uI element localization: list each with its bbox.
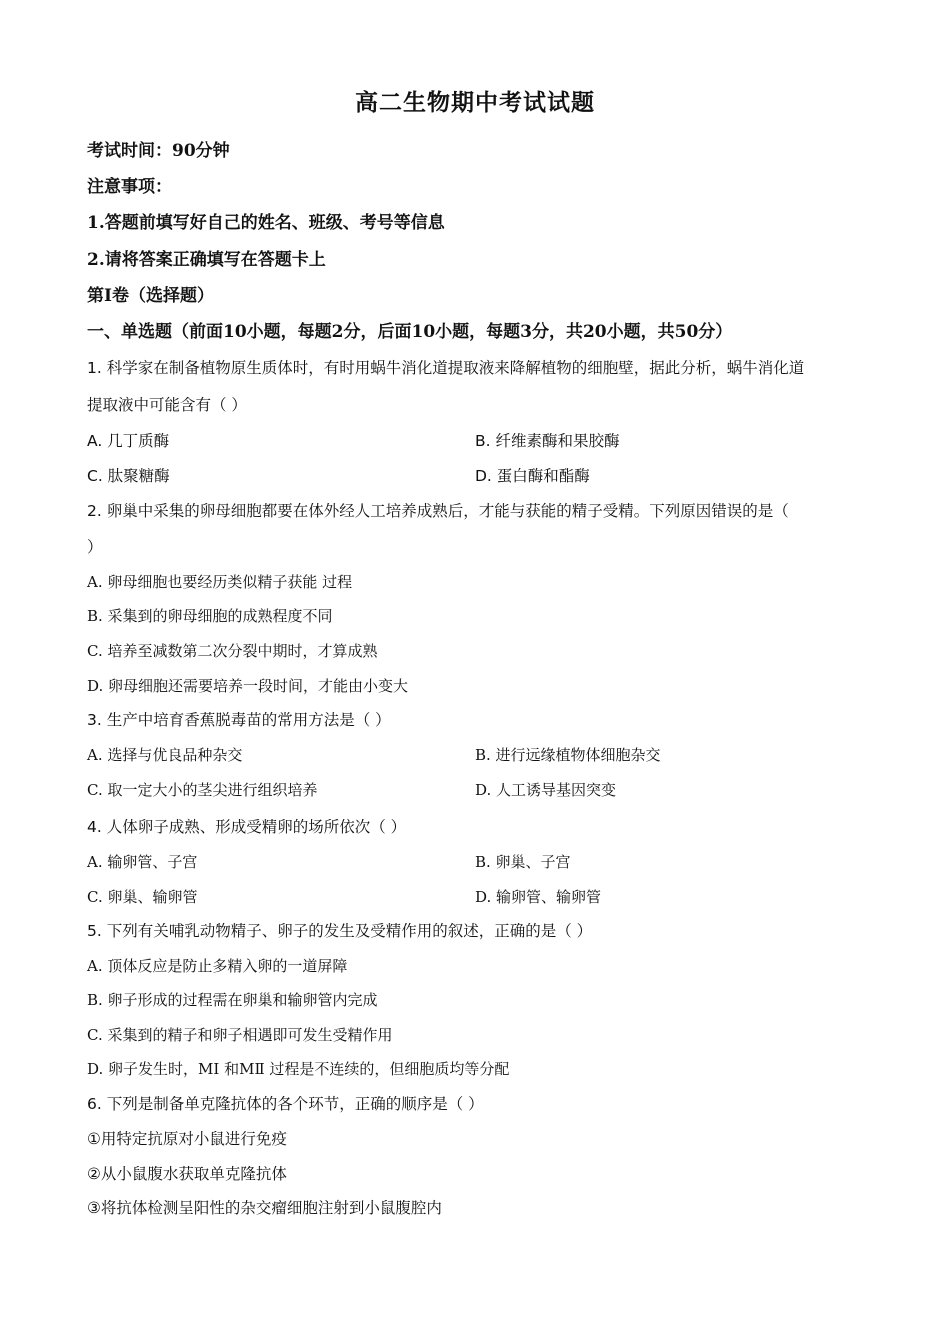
q5-option-b: B. 卵子形成的过程需在卵巢和输卵管内完成 xyxy=(87,991,378,1009)
q4-option-a: A. 输卵管、子宫 xyxy=(87,853,198,871)
q2-option-c: C. 培养至减数第二次分裂中期时，才算成熟 xyxy=(87,642,378,660)
q4-option-d: D. 输卵管、输卵管 xyxy=(475,888,602,906)
q6-stem: 6. 下列是制备单克隆抗体的各个环节，正确的顺序是（ ） xyxy=(87,1095,484,1113)
q5-stem: 5. 下列有关哺乳动物精子、卵子的发生及受精作用的叙述，正确的是（ ） xyxy=(87,922,593,940)
q1-option-d: D. 蛋白酶和酯酶 xyxy=(475,467,590,485)
q3-option-d: D. 人工诱导基因突变 xyxy=(475,781,617,799)
q5-option-d: D. 卵子发生时，MⅠ 和MⅡ 过程是不连续的，但细胞质均等分配 xyxy=(87,1060,510,1078)
q5-option-a: A. 顶体反应是防止多精入卵的一道屏障 xyxy=(87,957,348,975)
q1-stem-line2: 提取液中可能含有（ ） xyxy=(87,396,247,414)
note-1: 1.答题前填写好自己的姓名、班级、考号等信息 xyxy=(87,213,445,233)
q4-stem: 4. 人体卵子成熟、形成受精卵的场所依次（ ） xyxy=(87,818,407,836)
q4-option-c: C. 卵巢、输卵管 xyxy=(87,888,198,906)
q1-option-b: B. 纤维素酶和果胶酶 xyxy=(475,432,620,450)
exam-time: 考试时间：90分钟 xyxy=(87,141,230,161)
q3-option-a: A. 选择与优良品种杂交 xyxy=(87,746,243,764)
q6-item-3: ③将抗体检测呈阳性的杂交瘤细胞注射到小鼠腹腔内 xyxy=(87,1199,442,1217)
q2-stem-line1: 2. 卵巢中采集的卵母细胞都要在体外经人工培养成熟后，才能与获能的精子受精。下列原因错误的是（ xyxy=(87,502,789,520)
q4-option-b: B. 卵巢、子宫 xyxy=(475,853,571,871)
q6-item-1: ①用特定抗原对小鼠进行免疫 xyxy=(87,1130,287,1148)
q3-option-c: C. 取一定大小的茎尖进行组织培养 xyxy=(87,781,318,799)
q3-stem: 3. 生产中培育香蕉脱毒苗的常用方法是（ ） xyxy=(87,711,391,729)
q1-option-a: A. 几丁质酶 xyxy=(87,432,170,450)
notes-label: 注意事项： xyxy=(87,177,172,197)
q5-option-c: C. 采集到的精子和卵子相遇即可发生受精作用 xyxy=(87,1026,393,1044)
q6-item-2: ②从小鼠腹水获取单克隆抗体 xyxy=(87,1165,287,1183)
q1-stem-line1: 1. 科学家在制备植物原生质体时，有时用蜗牛消化道提取液来降解植物的细胞壁，据此分析，蜗牛消化道 xyxy=(87,359,805,377)
q2-option-a: A. 卵母细胞也要经历类似精子获能 过程 xyxy=(87,573,353,591)
q2-option-b: B. 采集到的卵母细胞的成熟程度不同 xyxy=(87,607,333,625)
q3-option-b: B. 进行远缘植物体细胞杂交 xyxy=(475,746,661,764)
q2-stem-line2: ） xyxy=(87,538,103,556)
q1-option-c: C. 肽聚糖酶 xyxy=(87,467,170,485)
q2-option-d: D. 卵母细胞还需要培养一段时间，才能由小变大 xyxy=(87,677,409,695)
note-2: 2.请将答案正确填写在答题卡上 xyxy=(87,250,326,270)
page-title: 高二生物期中考试试题 xyxy=(355,89,595,116)
part-heading: 第I卷（选择题） xyxy=(87,286,214,306)
section-heading: 一、单选题（前面10小题，每题2分，后面10小题，每题3分，共20小题，共50分） xyxy=(87,322,733,342)
